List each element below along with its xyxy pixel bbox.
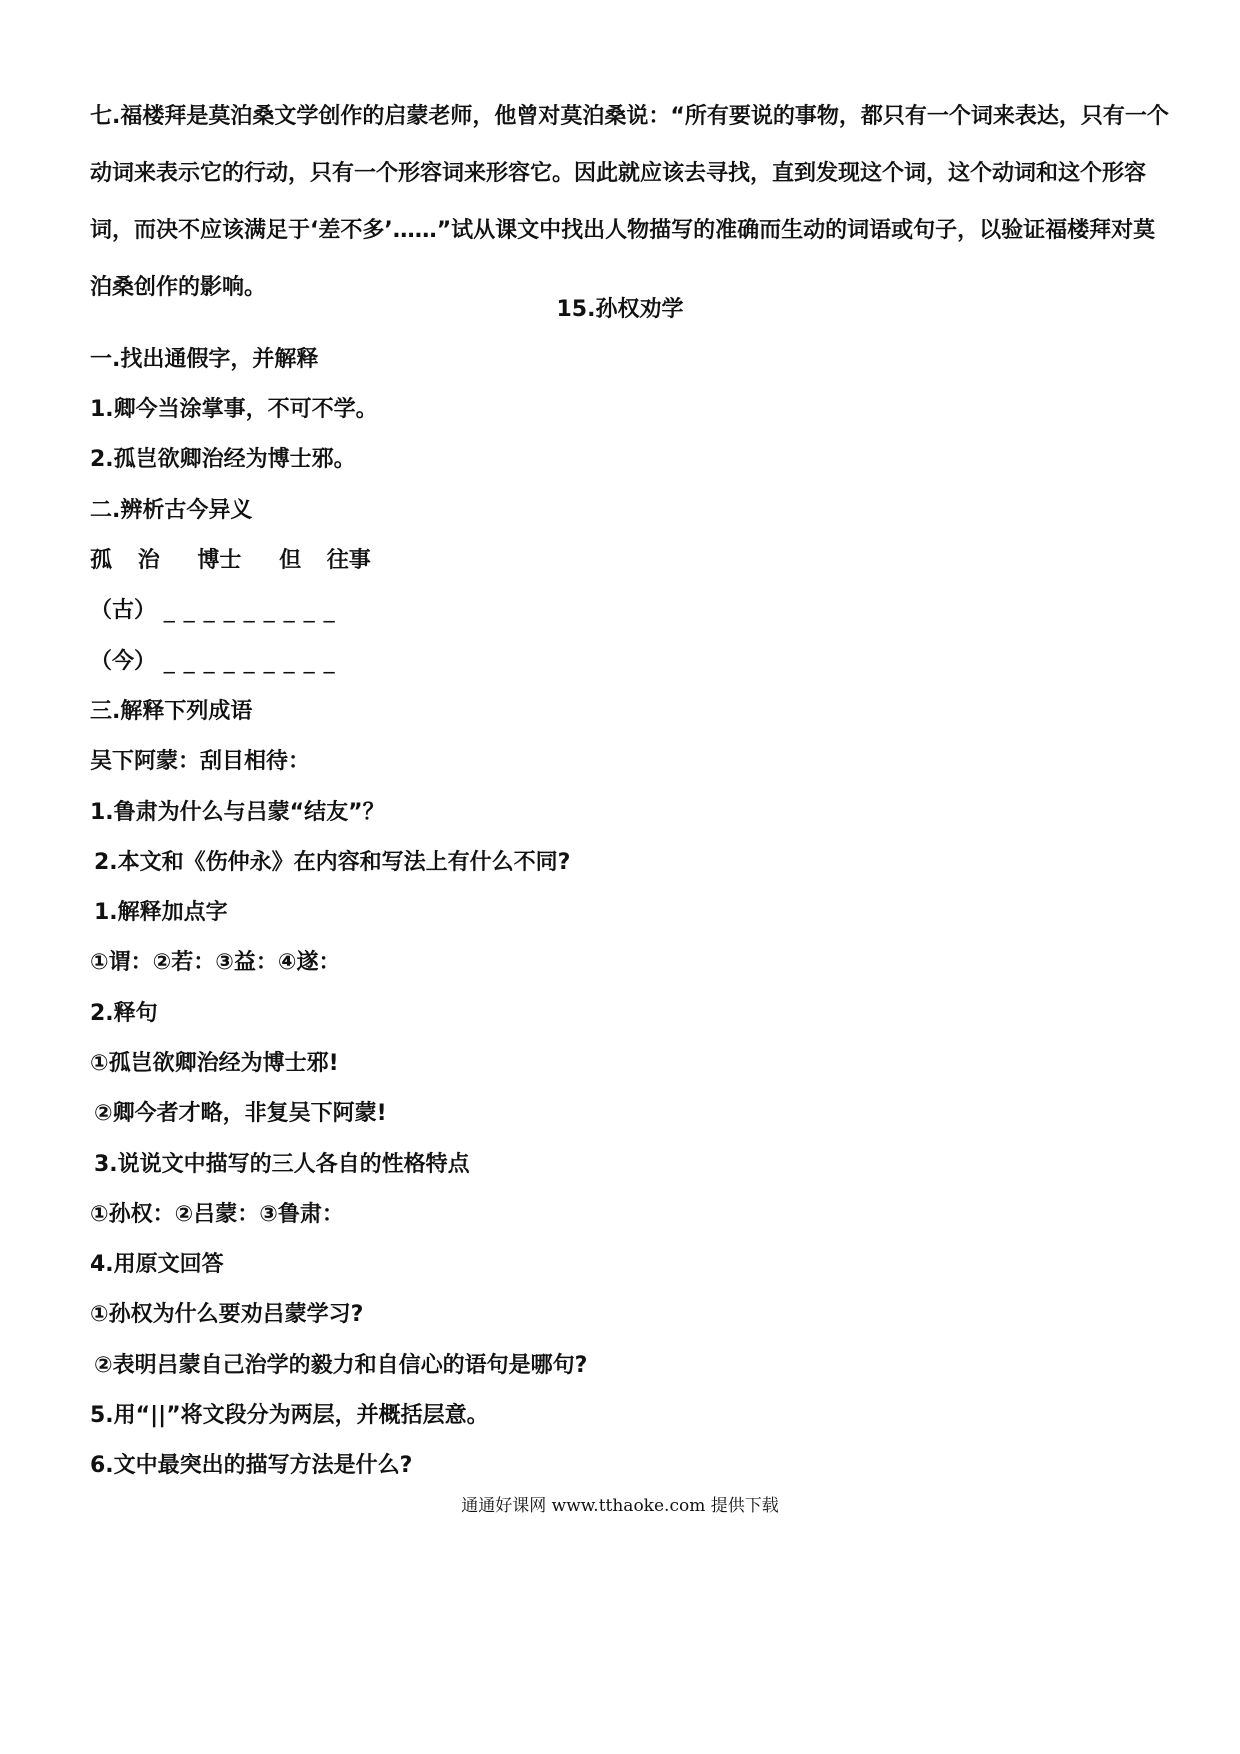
original-text-heading: 4.用原文回答 xyxy=(90,1252,224,1277)
description-method-question: 6.文中最突出的描写方法是什么? xyxy=(90,1453,413,1478)
original-question-1: ①孙权为什么要劝吕蒙学习? xyxy=(90,1302,364,1327)
ancient-meaning-row xyxy=(90,596,1180,626)
lesson-title: 15.孙权劝学 xyxy=(556,297,684,322)
word-item: 但 xyxy=(279,548,302,573)
section-3-heading: 三.解释下列成语 xyxy=(90,699,253,724)
traits-heading: 3.说说文中描写的三人各自的性格特点 xyxy=(94,1152,470,1177)
layers-question: 5.用“||”将文段分为两层，并概括层意。 xyxy=(90,1403,489,1428)
ancient-label: （古） xyxy=(90,598,157,623)
section-2-word-list xyxy=(90,546,1180,576)
word-item: 孤 xyxy=(90,548,113,573)
modern-answer-blank: _ _ _ _ _ _ _ _ _ xyxy=(163,649,336,674)
question-compare: 2.本文和《伤仲永》在内容和写法上有什么不同? xyxy=(94,850,571,875)
section-1-question-2: 2.孤岂欲卿治经为博士邪。 xyxy=(90,447,356,472)
question-7-paragraph: 七.福楼拜是莫泊桑文学创作的启蒙老师，他曾对莫泊桑说：“所有要说的事物，都只有一个词来表达，只有一个动词来表示它的行动，只有一个形容词来形容它。因此就应该去寻找，直到发现这个词，这个动词和这个形容词，而决不应该满足于‘差不多’……”试从课文中找出人物描写的准确而生动的词语或句子，以验证福楼拜对莫泊桑创作的影响。 xyxy=(90,104,1169,300)
translate-item-2: ②卿今者才略，非复吴下阿蒙! xyxy=(94,1101,387,1126)
translate-heading: 2.释句 xyxy=(90,1001,158,1026)
question-lusu: 1.鲁肃为什么与吕蒙“结友”？ xyxy=(90,800,385,825)
modern-meaning-row xyxy=(90,647,1180,677)
modern-label: （今） xyxy=(90,649,157,674)
idioms-line: 吴下阿蒙：刮目相待： xyxy=(90,749,311,774)
dotted-words-items: ①谓：②若：③益：④遂： xyxy=(90,950,341,975)
translate-item-1: ①孤岂欲卿治经为博士邪! xyxy=(90,1051,339,1076)
word-item: 往事 xyxy=(326,548,371,573)
section-1-question-1: 1.卿今当涂掌事，不可不学。 xyxy=(90,397,378,422)
section-2-heading: 二.辨析古今异义 xyxy=(90,498,253,523)
word-item: 博士 xyxy=(197,548,242,573)
footer-source: 通通好课网 www.tthaoke.com 提供下载 xyxy=(461,1496,779,1516)
original-question-2: ②表明吕蒙自己治学的毅力和自信心的语句是哪句? xyxy=(94,1353,588,1378)
word-item: 治 xyxy=(137,548,160,573)
ancient-answer-blank: _ _ _ _ _ _ _ _ _ xyxy=(163,598,336,623)
dotted-words-heading: 1.解释加点字 xyxy=(94,900,228,925)
traits-items: ①孙权：②吕蒙：③鲁肃： xyxy=(90,1202,344,1227)
section-1-heading: 一.找出通假字，并解释 xyxy=(90,347,319,372)
